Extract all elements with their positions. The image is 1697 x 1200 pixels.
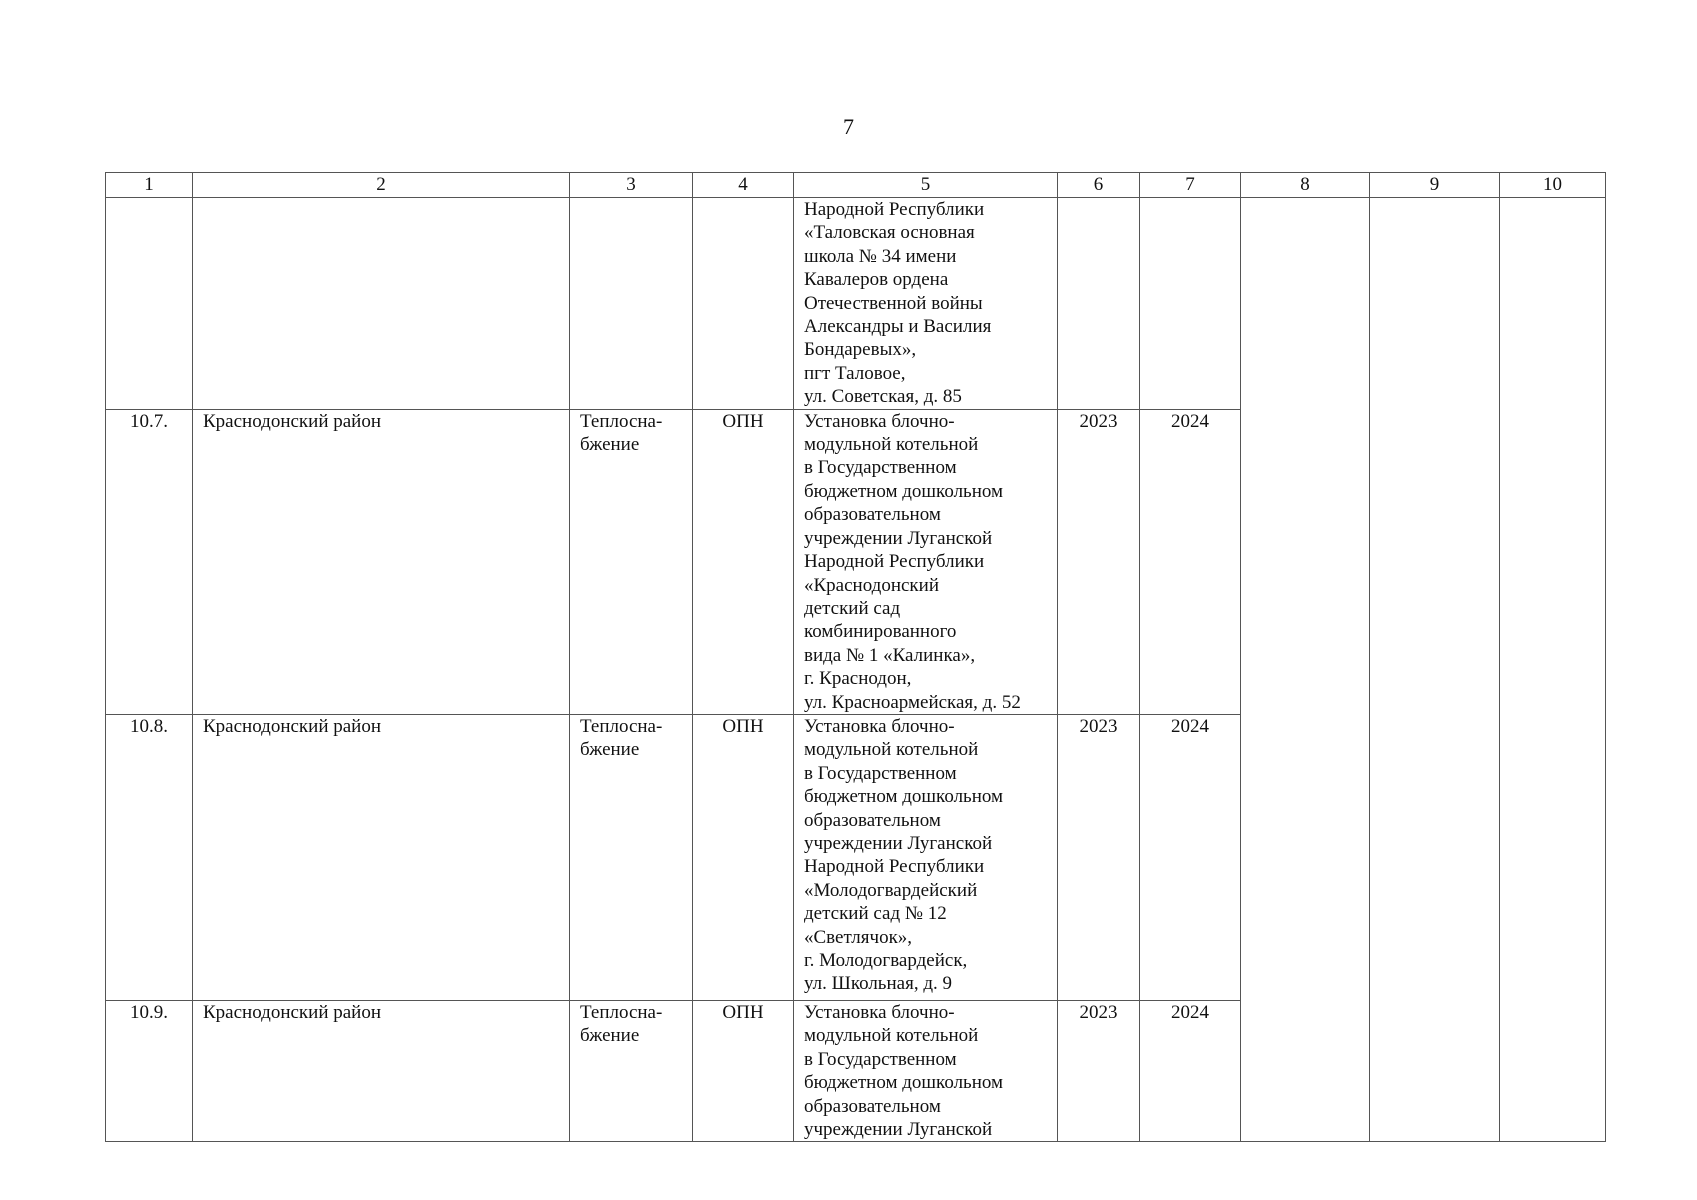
description-line: школа № 34 имени [804,245,957,267]
district-cell [193,198,570,410]
description-cell [794,409,1058,714]
type-cell [570,409,693,714]
description-line: «Таловская основная [804,222,975,244]
row-number-cell: 10.8. [106,714,193,1000]
district-cell: Краснодонский район [193,714,570,1000]
district-cell: Краснодонский район [193,409,570,714]
table-row [106,198,1606,410]
row-number-cell: 10.7. [106,409,193,714]
description-cell [794,714,1058,1000]
description-line: учреждении Луганской [804,832,993,854]
column-header: 9 [1370,173,1500,198]
type-line: Теплосна- [580,715,663,737]
type-line: Теплосна- [580,1001,663,1023]
description-cell [794,1000,1058,1141]
column-header-row [106,173,1606,198]
description-line: Народной Республики [804,199,985,220]
description-line: модульной котельной [804,739,979,761]
end-year-cell [1140,198,1241,410]
description-line: детский сад № 12 [804,903,947,925]
district-cell: Краснодонский район [193,1000,570,1141]
type-line: бжение [580,739,640,761]
description-line: в Государственном [804,762,957,784]
type-line: бжение [580,434,640,456]
start-year-cell: 2023 [1058,714,1140,1000]
type-cell [570,1000,693,1141]
start-year-cell [1058,198,1140,410]
start-year-cell: 2023 [1058,1000,1140,1141]
description-line: образовательном [804,809,941,831]
column-header: 6 [1058,173,1140,198]
description-line: в Государственном [804,1048,957,1070]
category-cell [693,198,794,410]
type-line: Теплосна- [580,410,663,432]
description-line: г. Краснодон, [804,668,912,690]
type-line: бжение [580,1025,640,1047]
column-header: 1 [106,173,193,198]
end-year-cell: 2024 [1140,409,1241,714]
page-number: 7 [843,114,854,139]
description-line: в Государственном [804,457,957,479]
column-header: 7 [1140,173,1241,198]
type-cell [570,714,693,1000]
column-header: 3 [570,173,693,198]
row-number-cell [106,198,193,410]
column-header: 4 [693,173,794,198]
row-number-cell: 10.9. [106,1000,193,1141]
start-year-cell: 2023 [1058,409,1140,714]
description-line: «Молодогвардейский [804,879,978,901]
description-line: пгт Таловое, [804,362,906,384]
description-line: детский сад [804,597,901,619]
description-line: бюджетном дошкольном [804,480,1004,502]
description-line: комбинированного [804,621,957,643]
description-line: г. Молодогвардейск, [804,950,968,971]
col8-cell [1241,198,1370,1142]
description-line: вида № 1 «Калинка», [804,644,976,666]
end-year-cell: 2024 [1140,1000,1241,1141]
description-line: Кавалеров ордена [804,269,949,291]
column-header: 2 [193,173,570,198]
category-cell: ОПН [693,409,794,714]
description-line: ул. Советская, д. 85 [804,386,962,408]
column-header: 8 [1241,173,1370,198]
description-line: бюджетном дошкольном [804,786,1004,808]
description-line: «Светлячок», [804,926,913,948]
column-header: 5 [794,173,1058,198]
description-line: ул. Красноармейская, д. 52 [804,691,1021,713]
description-line: Установка блочно- [804,1001,955,1023]
description-cell [794,198,1058,410]
description-line: Народной Республики [804,856,985,878]
description-line: Бондаревых», [804,339,917,361]
col10-cell [1500,198,1606,1142]
description-line: ул. Школьная, д. 9 [804,973,952,995]
description-line: Установка блочно- [804,410,955,432]
end-year-cell: 2024 [1140,714,1241,1000]
category-cell: ОПН [693,1000,794,1141]
category-cell: ОПН [693,714,794,1000]
description-line: Отечественной войны [804,292,983,314]
description-line: модульной котельной [804,434,979,456]
description-line: образовательном [804,1095,941,1117]
description-line: учреждении Луганской [804,1118,993,1140]
description-line: учреждении Луганской [804,527,993,549]
program-table [105,172,1606,1142]
type-cell [570,198,693,410]
description-line: Александры и Василия [804,316,992,338]
description-line: образовательном [804,504,941,526]
column-header: 10 [1500,173,1606,198]
description-line: «Краснодонский [804,574,939,596]
col9-cell [1370,198,1500,1142]
description-line: бюджетном дошкольном [804,1072,1004,1094]
description-line: Народной Республики [804,551,985,573]
description-line: Установка блочно- [804,715,955,737]
description-line: модульной котельной [804,1025,979,1047]
